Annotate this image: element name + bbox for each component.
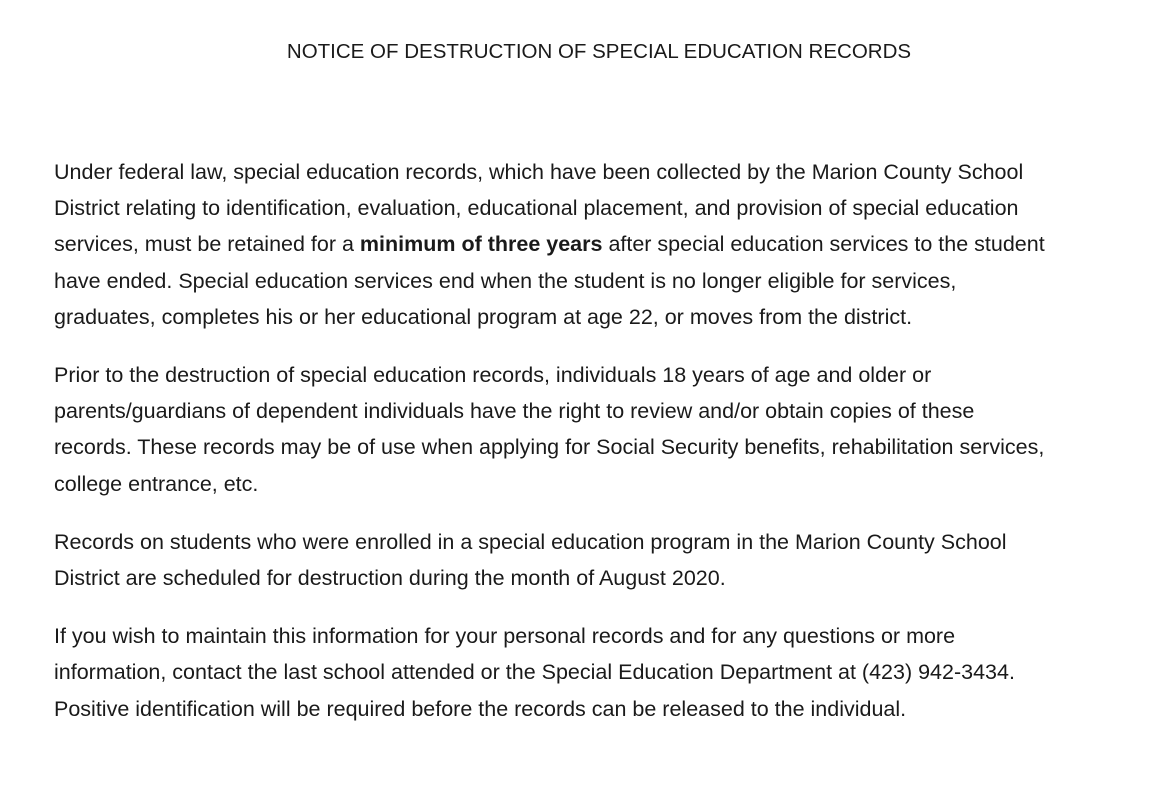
text-line: college entrance, etc. <box>54 471 259 496</box>
text-line: records. These records may be of use when applying for Social Security benefits, rehabilitation services, <box>54 435 1045 460</box>
text-line: graduates, completes his or her educational program at age 22, or moves from the district. <box>54 304 913 329</box>
text-line: have ended. Special education services end when the student is no longer eligible for services, <box>54 268 957 293</box>
text-line: Records on students who were enrolled in a special education program in the Marion County School <box>54 529 1007 554</box>
paragraph-contact-info <box>54 618 1149 727</box>
text-line <box>54 226 1149 262</box>
text-line: Under federal law, special education records, which have been collected by the Marion County School <box>54 160 1024 184</box>
text-segment: services, must be retained for a <box>54 232 360 257</box>
text-line: If you wish to maintain this information for your personal records and for any questions or more <box>54 624 956 649</box>
document-title: NOTICE OF DESTRUCTION OF SPECIAL EDUCATION RECORDS <box>286 40 912 63</box>
document-body <box>54 154 1149 749</box>
text-line: Positive identification will be required before the records can be released to the individual. <box>54 696 907 721</box>
text-line: Prior to the destruction of special education records, individuals 18 years of age and older or <box>54 363 932 388</box>
text-line: parents/guardians of dependent individuals have the right to review and/or obtain copies of these <box>54 399 975 424</box>
paragraph-destruction-schedule <box>54 524 1149 596</box>
text-line: information, contact the last school attended or the Special Education Department at (423) 942-3434. <box>54 660 1015 685</box>
paragraph-right-to-review <box>54 357 1149 502</box>
text-line: District are scheduled for destruction during the month of August 2020. <box>54 566 726 591</box>
emphasis-minimum-three-years: minimum of three years <box>359 232 603 257</box>
paragraph-retention-law <box>54 154 1149 335</box>
text-segment: after special education services to the student <box>602 232 1045 257</box>
text-line: District relating to identification, evaluation, educational placement, and provision of special education <box>54 196 1019 221</box>
